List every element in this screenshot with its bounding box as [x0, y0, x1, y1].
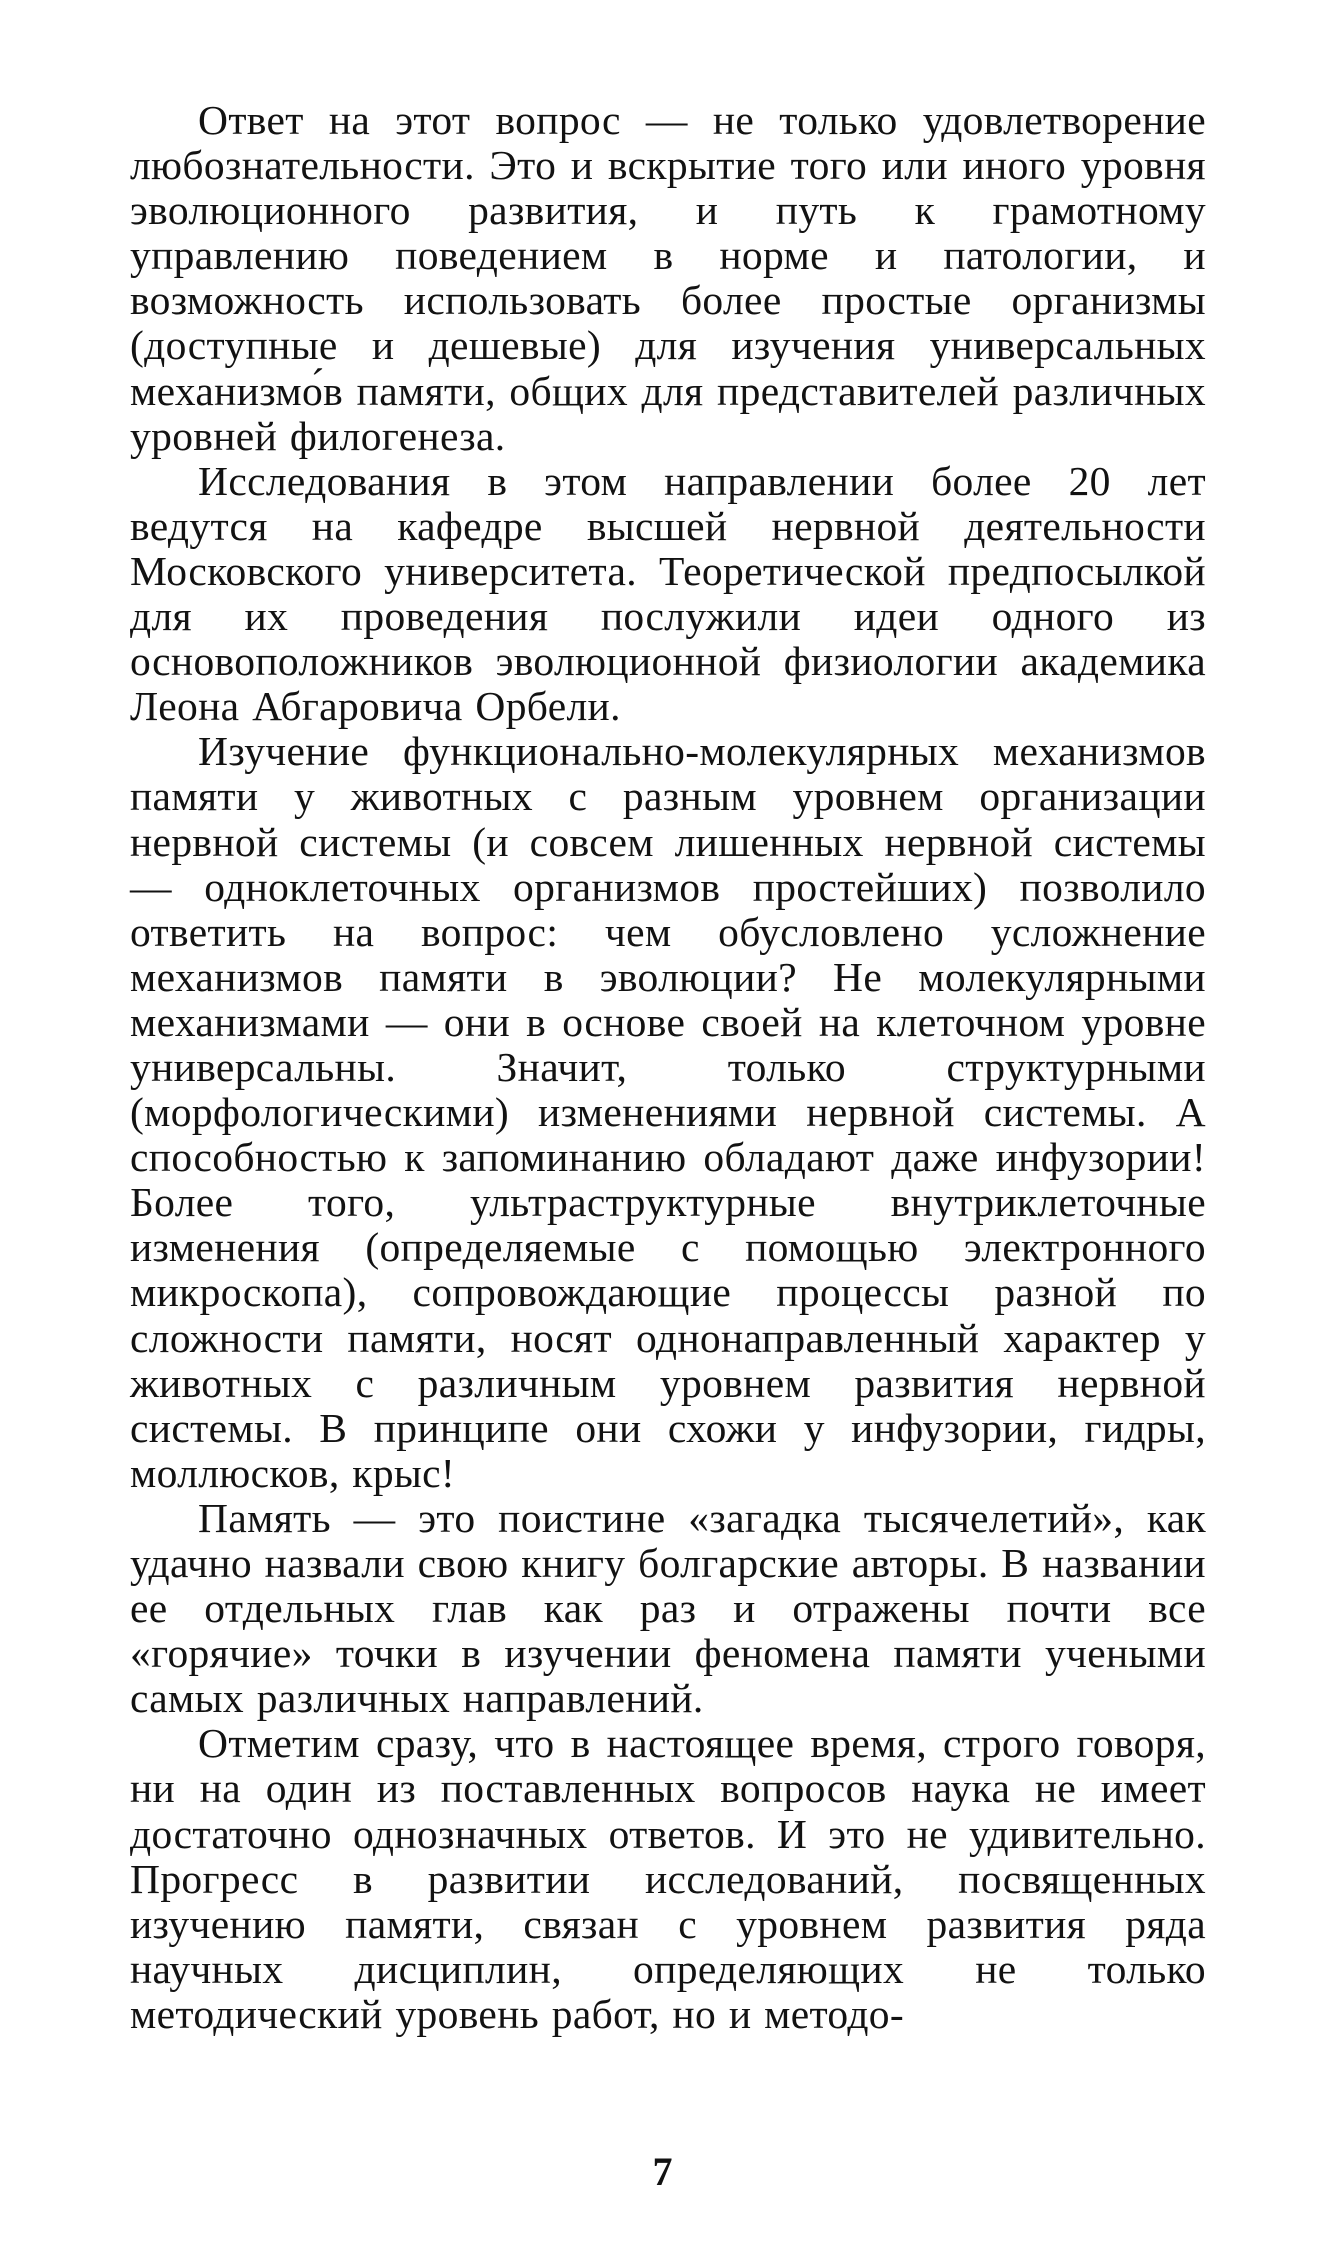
paragraph-5: Отметим сразу, что в настоящее время, строго говоря, ни на один из поставленных вопросов наука не имеет достаточно однозначных ответов. И это не удивительно. Прогресс в развитии исследований, посвященных изучению памяти, связан с уровнем развития ряда научных дисциплин, определяющих не только методический уровень работ, но и методо- [130, 1720, 1206, 2037]
body-text [130, 98, 1206, 2037]
paragraph-3: Изучение функционально-молекулярных механизмов памяти у животных с разным уровнем организации нервной системы (и совсем лишенных нервной системы — одноклеточных организмов простейших) позволило ответить на вопрос: чем обусловлено усложнение механизмов памяти в эволюции? Не молекулярными механизмами — они в основе своей на клеточном уровне универсальны. Значит, только структурными (морфологическими) изменениями нервной системы. А способностью к запоминанию обладают даже инфузории! Более того, ультраструктурные внутриклеточные изменения (определяемые с помощью электронного микроскопа), сопровождающие процессы разной по сложности памяти, носят однонаправленный характер у животных с различным уровнем развития нервной системы. В принципе они схожи у инфузории, гидры, моллюсков, крыс! [130, 728, 1206, 1496]
paragraph-4: Память — это поистине «загадка тысячелетий», как удачно назвали свою книгу болгарские авторы. В названии ее отдельных глав как раз и отражены почти все «горячие» точки в изучении феномена памяти учеными самых различных направлений. [130, 1494, 1206, 1722]
paragraph-2: Исследования в этом направлении более 20 лет ведутся на кафедре высшей нервной деятельности Московского университета. Теоретической предпосылкой для их проведения послужили идеи одного из основоположников эволюционной физиологии академика Леона Абгаровича Орбели. [130, 457, 1206, 730]
paragraph-1: Ответ на этот вопрос — не только удовлетворение любознательности. Это и вскрытие того или иного уровня эволюционного развития, и путь к грамотному управлению поведением в норме и патологии, и возможность использовать более простые организмы (доступные и дешевые) для изучения универсальных механизмо́в памяти, общих для представителей различных уровней филогенеза. [130, 97, 1206, 459]
page-number: 7 [652, 2149, 673, 2194]
